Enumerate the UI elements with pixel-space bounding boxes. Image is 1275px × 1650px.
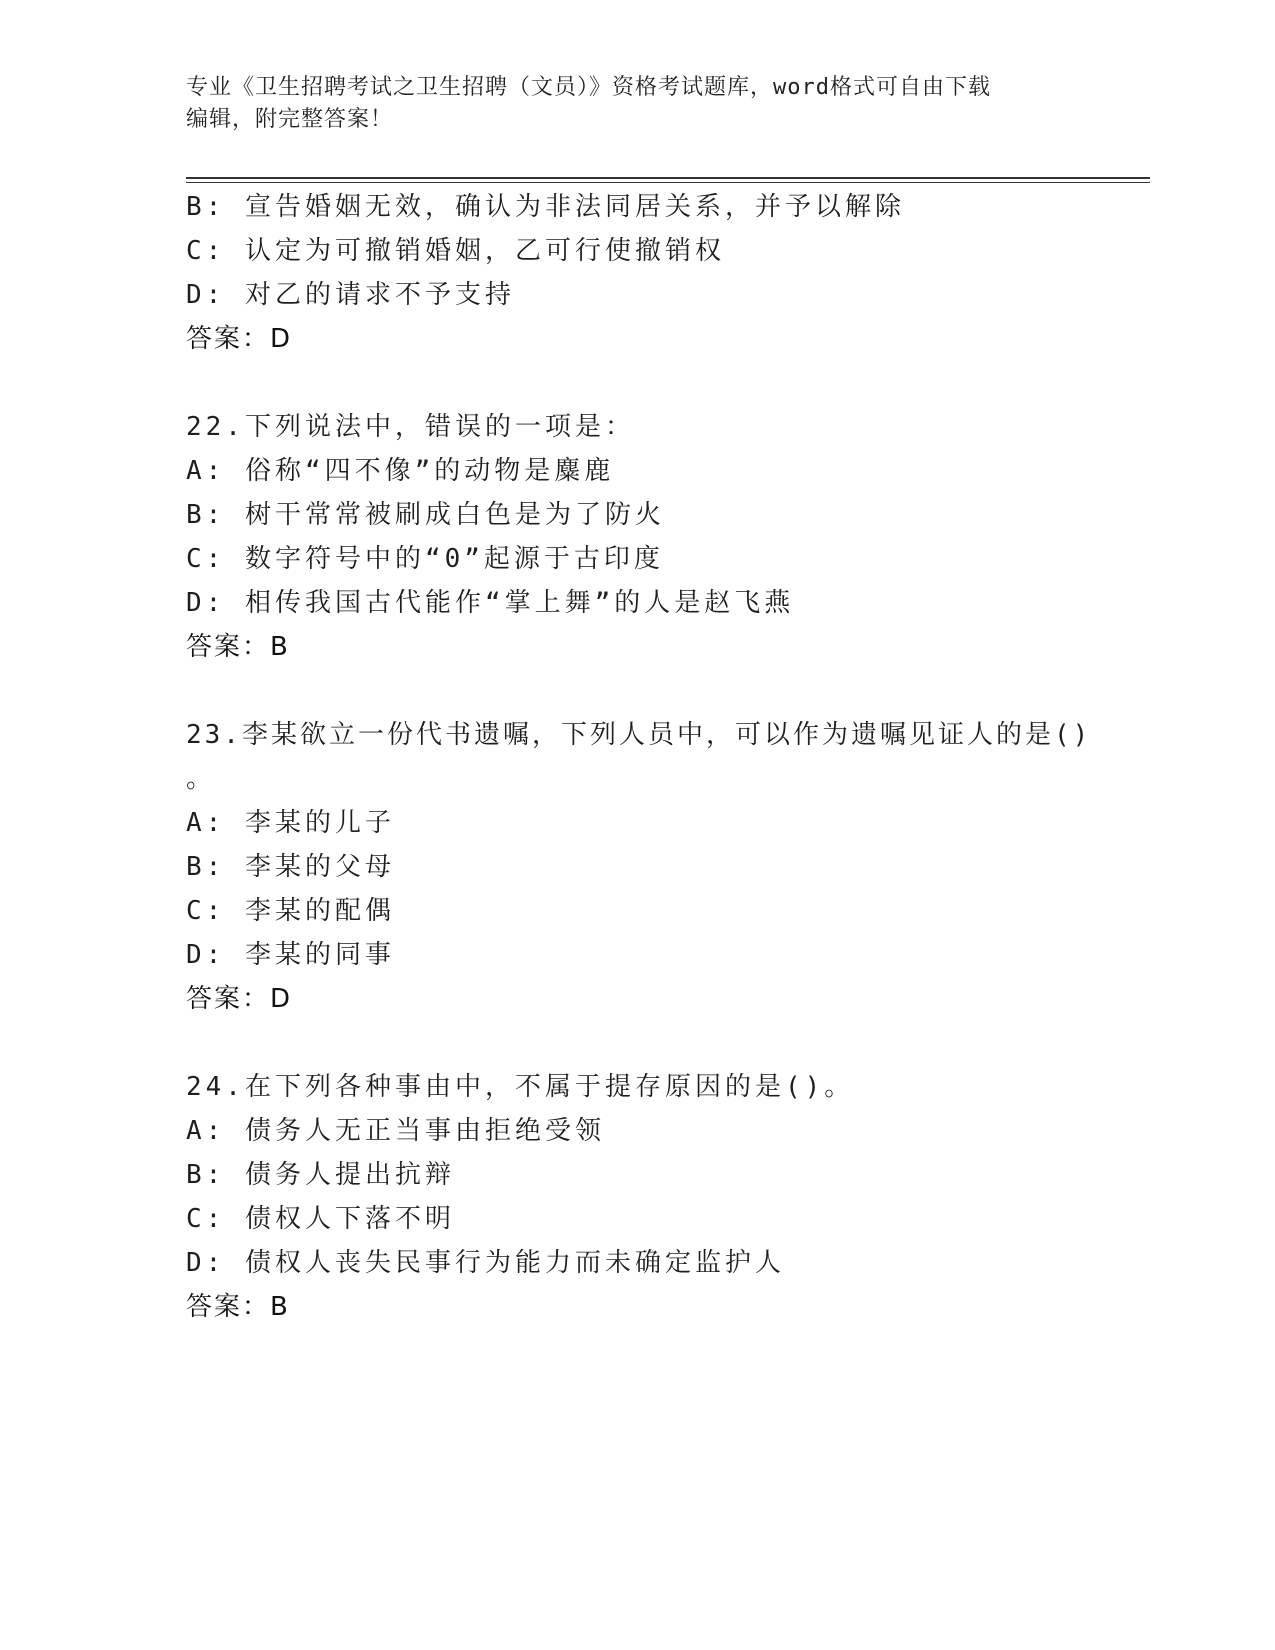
q24-option-a: A: 债务人无正当事由拒绝受领 — [186, 1116, 605, 1146]
q22-option-d: D: 相传我国古代能作“掌上舞”的人是赵飞燕 — [186, 588, 795, 618]
header-line-1: 专业《卫生招聘考试之卫生招聘（文员）》资格考试题库，word格式可自由下载 — [186, 75, 991, 100]
header-divider-thick — [186, 177, 1150, 179]
q24-option-c: C: 债权人下落不明 — [186, 1204, 455, 1234]
q21-option-b: B: 宣告婚姻无效，确认为非法同居关系，并予以解除 — [186, 192, 905, 222]
q23-option-a: A: 李某的儿子 — [186, 808, 395, 838]
q24-stem: 24.在下列各种事由中，不属于提存原因的是()。 — [186, 1072, 855, 1102]
q22-stem: 22.下列说法中，错误的一项是： — [186, 412, 635, 442]
q23-option-d: D: 李某的同事 — [186, 940, 395, 970]
q22-answer: 答案：B — [186, 632, 290, 662]
q24-option-b: B: 债务人提出抗辩 — [186, 1160, 455, 1190]
q22-option-c: C: 数字符号中的“0”起源于古印度 — [186, 544, 664, 574]
q23-stem: 23.李某欲立一份代书遗嘱，下列人员中，可以作为遗嘱见证人的是() — [186, 720, 1092, 750]
q21-answer: 答案：D — [186, 324, 293, 354]
header-line-2: 编辑，附完整答案！ — [186, 107, 394, 132]
q24-option-d: D: 债权人丧失民事行为能力而未确定监护人 — [186, 1248, 785, 1278]
q23-option-c: C: 李某的配偶 — [186, 896, 395, 926]
q22-option-a: A: 俗称“四不像”的动物是麋鹿 — [186, 456, 615, 486]
q21-option-c: C: 认定为可撤销婚姻，乙可行使撤销权 — [186, 236, 725, 266]
q23-answer: 答案：D — [186, 984, 293, 1014]
q23-stem-continuation: 。 — [186, 764, 217, 794]
q24-answer: 答案：B — [186, 1292, 290, 1322]
q21-option-d: D: 对乙的请求不予支持 — [186, 280, 515, 310]
q22-option-b: B: 树干常常被刷成白色是为了防火 — [186, 500, 665, 530]
header-divider-thin — [186, 182, 1150, 183]
document-header — [186, 72, 1086, 136]
q23-option-b: B: 李某的父母 — [186, 852, 395, 882]
